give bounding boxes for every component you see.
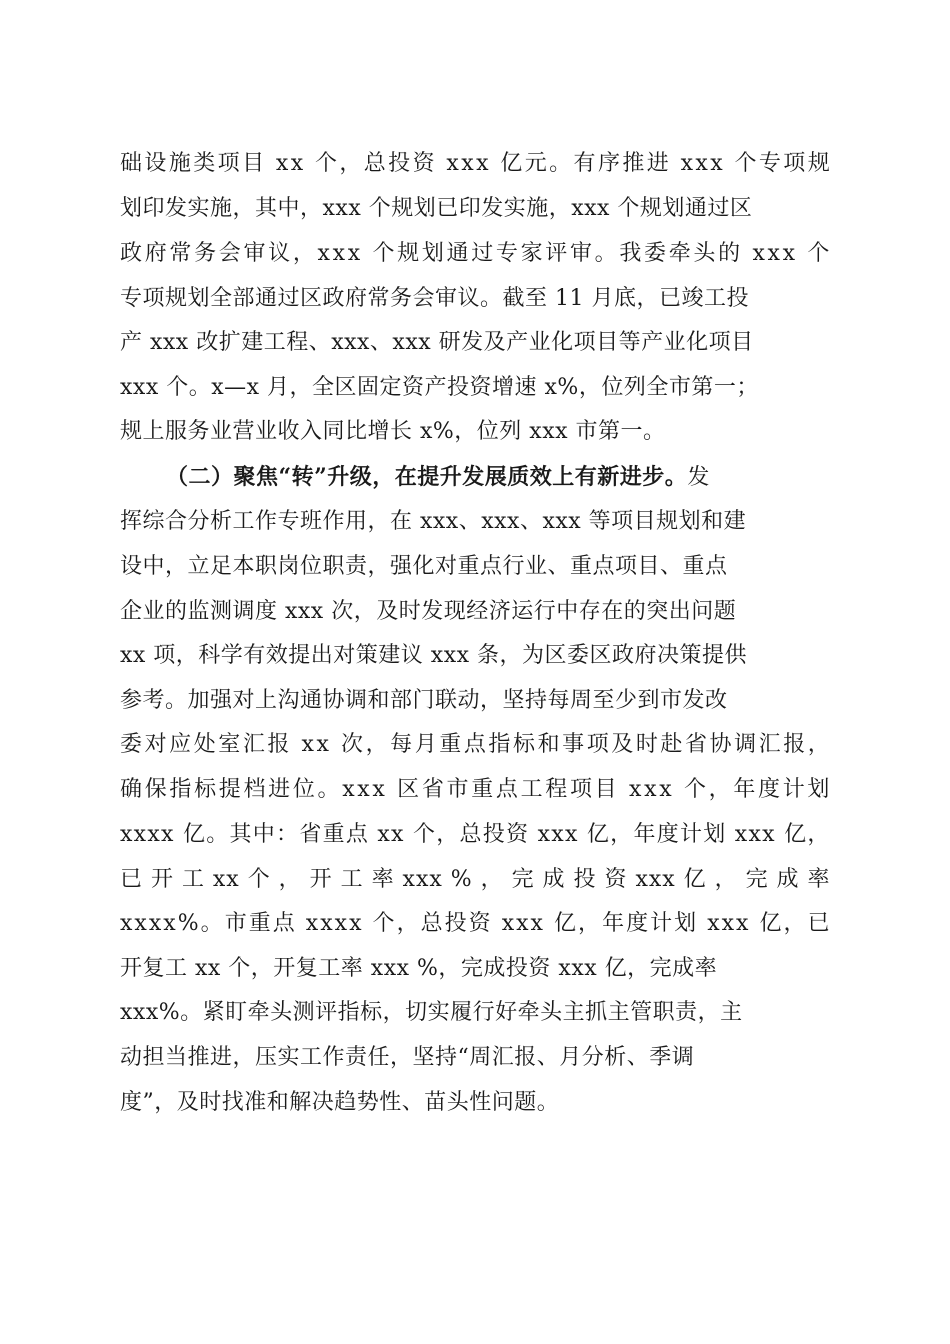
paragraph-line: xxxx%。市重点 xxxx 个，总投资 xxx 亿，年度计划 xxx 亿，已 <box>120 911 832 936</box>
paragraph-line: 度”，及时找准和解决趋势性、苗头性问题。 <box>120 1090 560 1115</box>
section-heading-line <box>166 460 710 494</box>
section-heading: （二）聚焦“转”升级，在提升发展质效上有新进步。 <box>166 464 688 490</box>
paragraph-line: 专项规划全部通过区政府常务会审议。截至 11 月底，已竣工投 <box>120 286 749 311</box>
paragraph-line: 确保指标提档进位。xxx 区省市重点工程项目 xxx 个，年度计划 <box>120 777 833 802</box>
paragraph-line: 企业的监测调度 xxx 次，及时发现经济运行中存在的突出问题 <box>120 599 737 624</box>
paragraph-line: xxxx 亿。其中：省重点 xx 个，总投资 xxx 亿，年度计划 xxx 亿， <box>120 822 831 847</box>
paragraph-line: 开复工 xx 个，开复工率 xxx %，完成投资 xxx 亿，完成率 <box>120 956 718 981</box>
paragraph-line: xxx 个。x—x 月，全区固定资产投资增速 x%，位列全市第一； <box>120 375 759 400</box>
paragraph-line: 产 xxx 改扩建工程、xxx、xxx 研发及产业化项目等产业化项目 <box>120 330 754 355</box>
paragraph-line: 参考。加强对上沟通协调和部门联动，坚持每周至少到市发改 <box>120 688 728 713</box>
paragraph-line: 划印发实施，其中，xxx 个规划已印发实施，xxx 个规划通过区 <box>120 196 753 221</box>
paragraph-line: 已 开 工 xx 个 ， 开 工 率 xxx % ， 完 成 投 资 xxx 亿 ， 完 成 率 <box>120 867 831 892</box>
paragraph-line: 础设施类项目 xx 个，总投资 xxx 亿元。有序推进 xxx 个专项规 <box>120 151 833 176</box>
paragraph-line: 规上服务业营业收入同比增长 x%，位列 xxx 市第一。 <box>120 419 666 444</box>
paragraph-line: 设中，立足本职岗位职责，强化对重点行业、重点项目、重点 <box>120 554 728 579</box>
heading-line-continuation: 发 <box>687 465 710 490</box>
paragraph-line: 委对应处室汇报 xx 次，每月重点指标和事项及时赴省协调汇报， <box>120 732 833 757</box>
paragraph-line: xxx%。紧盯牵头测评指标，切实履行好牵头主抓主管职责，主 <box>120 1000 743 1025</box>
paragraph-line: 政府常务会审议，xxx 个规划通过专家评审。我委牵头的 xxx 个 <box>120 241 833 266</box>
paragraph-line: 动担当推进，压实工作责任，坚持“周汇报、月分析、季调 <box>120 1045 695 1070</box>
paragraph-line: xx 项，科学有效提出对策建议 xxx 条，为区委区政府决策提供 <box>120 643 748 668</box>
paragraph-line: 挥综合分析工作专班作用，在 xxx、xxx、xxx 等项目规划和建 <box>120 509 747 534</box>
